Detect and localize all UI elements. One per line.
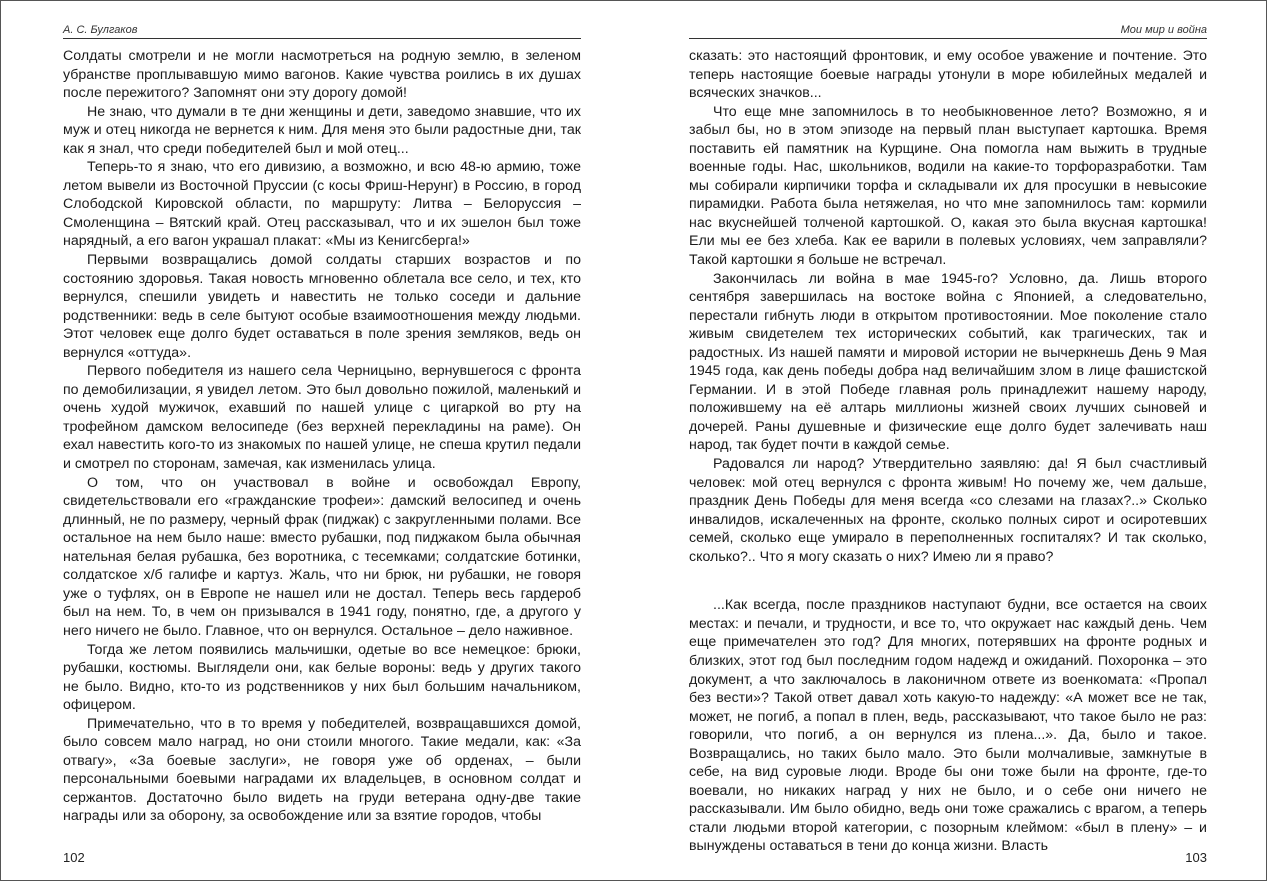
paragraph: Что еще мне запомнилось в то необыкновенное лето? Возможно, я и забыл бы, но в этом эпизоде на первый план выступает картошка. Время поставить ей памятник на Курщине. Она помогла нам выжить в трудные военные годы. Нас, школьников, водили на какие-то торфоразработки. Там мы собирали кирпичики торфа и складывали их для просушки в невысокие пирамидки. Работа была нетяжелая, но что мне запомнилось там: кормили нас вкуснейшей толченой картошкой. О, какая это была вкусная картошка! Ели мы ее без хлеба. Как ее варили в полевых условиях, чем заправляли? Такой картошки я больше не встречал. xyxy=(689,103,1207,269)
paragraph: сказать: это настоящий фронтовик, и ему особое уважение и почтение. Это теперь настоящие боевые награды утонули в море юбилейных медалей и всяческих значков... xyxy=(689,48,1207,102)
paragraph: Радовался ли народ? Утвердительно заявляю: да! Я был счастливый человек: мой отец вернулся с фронта живым! Но почему же, чем дальше, праздник День Победы для меня всегда «со слезами на глазах?..» Сколько инвалидов, искалеченных на фронте, сколько полных сирот и осиротевших семей, сколько еще умирало в переполненных госпиталях? И так сколько, сколько?.. Что я могу сказать о них? Имею ли я право? xyxy=(689,456,1207,565)
running-head-title: Мои мир и война xyxy=(689,23,1207,39)
right-page-body xyxy=(689,47,1207,856)
paragraph: О том, что он участвовал в войне и освобождал Европу, свидетельствовали его «гражданские трофеи»: дамский велосипед и очень длинный, не по размеру, черный фрак (пиджак) с закругленными полами. Все остальное на нем было наше: вместо рубашки, под пиджаком была обычная нательная белая рубашка, без воротника, с тесемками; солдатские ботинки, солдатское х/б галифе и картуз. Жаль, что ни брюк, ни рубашки, не говоря уже о туфлях, он в Европе не нашел или не достал. Теперь весь гардероб был на нем. То, в чем он призывался в 1941 году, понятно, где, а другого у него ничего не было. Главное, что он вернулся. Остальное – дело наживное. xyxy=(63,474,581,639)
left-page xyxy=(63,1,581,880)
paragraph: Закончилась ли война в мае 1945-го? Условно, да. Лишь второго сентября завершилась на востоке война с Японией, а следовательно, перестали гибнуть люди в открытом противостоянии. Мое поколение стало живым свидетелем тех исторических событий, как трагических, так и радостных. Из нашей памяти и мировой истории не вычеркнешь День 9 Мая 1945 года, как день победы добра над величайшим злом в лице фашистской Германии. И в этой Победе главная роль принадлежит нашему народу, положившему на её алтарь миллионы жизней своих лучших сыновей и дочерей. Раны душевные и физические еще долго будет залечивать наш народ, так будет почти в каждой семье. xyxy=(689,270,1207,454)
page-number: 103 xyxy=(1185,850,1207,865)
page-number: 102 xyxy=(63,850,85,865)
paragraph: Первыми возвращались домой солдаты старших возрастов и по состоянию здоровья. Такая новость мгновенно облетала все село, и тех, кто вернулся, спешили увидеть и навестить не только соседи и дальние родственники: ведь в селе бытуют особые взаимоотношения между людьми. Этот человек еще долго будет оставаться в поле зрения земляков, ведь он вернулся «оттуда». xyxy=(63,252,581,361)
paragraph: Не знаю, что думали в те дни женщины и дети, заведомо знавшие, что их муж и отец никогда не вернется к ним. Для меня это были радостные дни, так как я знал, что среди победителей был и мой отец... xyxy=(63,103,581,157)
paragraph: Первого победителя из нашего села Черницыно, вернувшегося с фронта по демобилизации, я увидел летом. Это был довольно пожилой, маленький и очень худой мужичок, ехавший по нашей улице с цигаркой во рту на трофейном дамском велосипеде (без верхней перекладины на раме). Он ехал навестить кого-то из знакомых по нашей улице, не спеша крутил педали и смотрел по сторонам, замечая, как изменилась улица. xyxy=(63,363,581,473)
paragraph: Примечательно, что в то время у победителей, возвращавшихся домой, было совсем мало наград, но они стоили многого. Такие медали, как: «За отвагу», «За боевые заслуги», не говоря уже об орденах, – были персональными боевыми наградами их владельцев, в основном солдат и сержантов. Достаточно было видеть на груди ветерана одну-две такие награды или за оборону, за освобождение или за взятие городов, чтобы xyxy=(63,715,581,825)
paragraph: Теперь-то я знаю, что его дивизию, а возможно, и всю 48-ю армию, тоже летом вывели из Восточной Пруссии (с косы Фриш-Нерунг) в Россию, в город Слободской Кировской области, по маршруту: Литва – Белоруссия – Смоленщина – Вятский край. Отец рассказывал, что и их эшелон был тоже нарядный, а его вагон украшал плакат: «Мы из Кенигсберга!» xyxy=(63,159,581,250)
running-head-author: А. С. Булгаков xyxy=(63,23,581,39)
paragraph: Солдаты смотрели и не могли насмотреться на родную землю, в зеленом убранстве проплывавшую мимо вагонов. Какие чувства роились в их душах после пережитого? Запомнят они эту дорогу домой! xyxy=(63,48,581,102)
paragraph: Тогда же летом появились мальчишки, одетые во все немецкое: брюки, рубашки, костюмы. Выглядели они, как белые вороны: ведь у других такого не было. Видно, кто-то из родственников у них был большим начальником, офицером. xyxy=(63,641,581,714)
right-page xyxy=(689,1,1207,880)
left-page-body xyxy=(63,47,581,826)
paragraph: ...Как всегда, после праздников наступают будни, все остается на своих местах: и печали, и трудности, и все то, что окружает нас каждый день. Чем еще примечателен это год? Для многих, потерявших на фронте родных и близких, этот год был последним годом надежд и ожиданий. Похоронка – это документ, а что заключалось в лаконичном ответе из военкомата: «Пропал без вести»? Такой ответ давал хоть какую-то надежду: «А может все не так, может, не погиб, а попал в плен, ведь, рассказывают, что такое было не раз: говорили, что погиб, а он вернулся из плена...». Да, было и такое. Возвращались, но таких было мало. Это были молчаливые, замкнутые в себе, на вид суровые люди. Вроде бы они тоже были на фронте, где-то воевали, но никаких наград у них не было, и о себе они ничего не рассказывали. Им было обидно, ведь они тоже сражались с врагом, а теперь стали людьми второй категории, с позорным клеймом: «был в плену» – и вынуждены оставаться в тени до конца жизни. Власть xyxy=(689,597,1207,855)
